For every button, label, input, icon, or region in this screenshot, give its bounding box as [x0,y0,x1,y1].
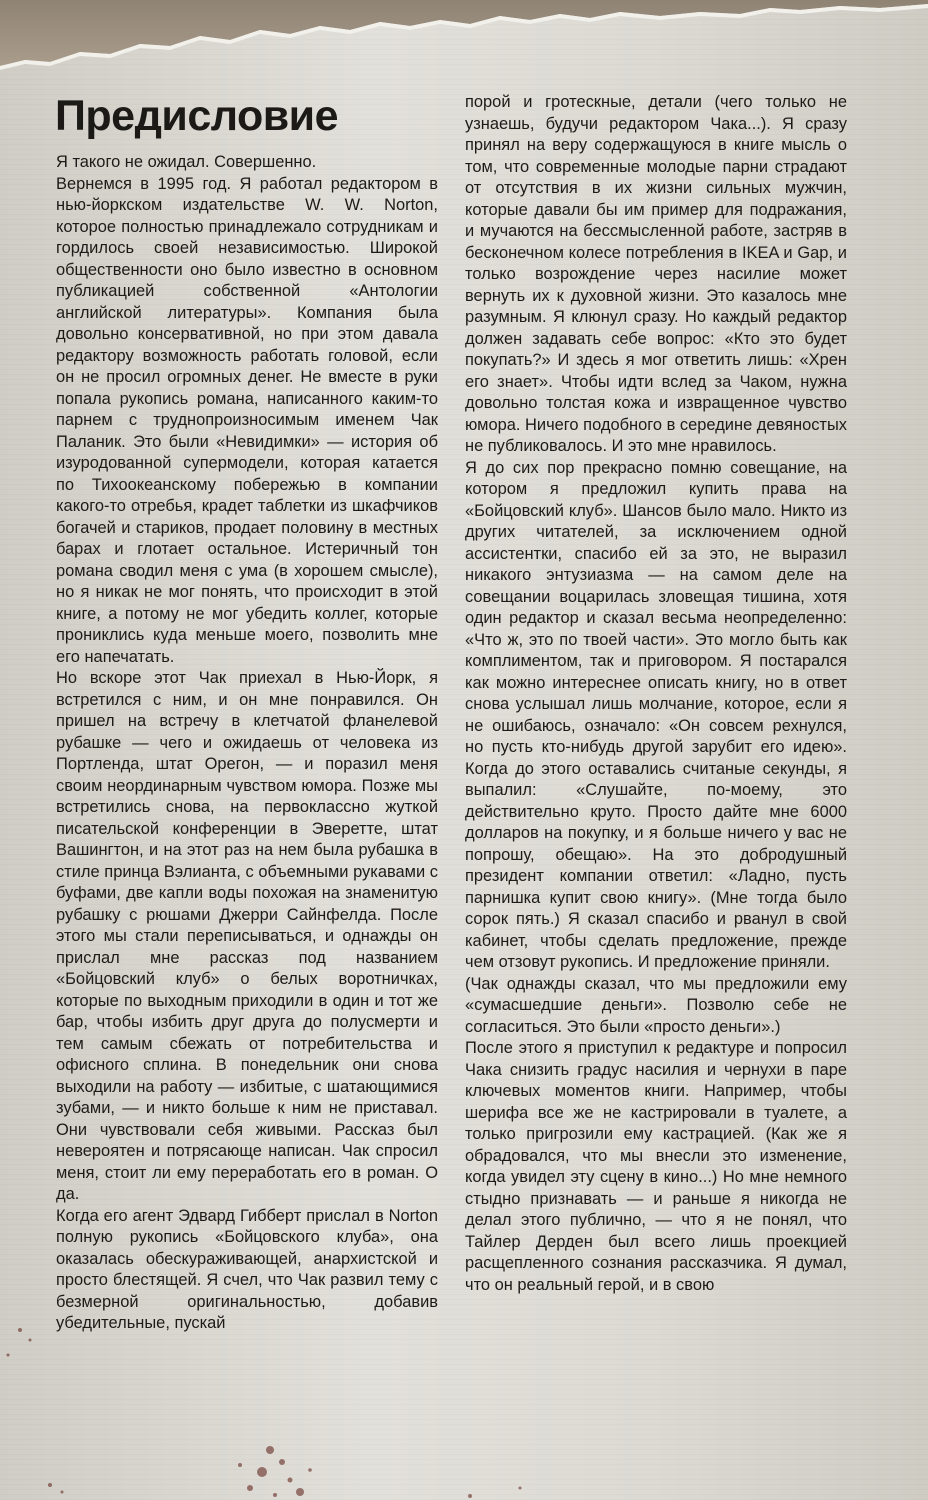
torn-paper-edge [0,0,928,80]
paragraph: Когда его агент Эдвард Гибберт прислал в Norton полную рукопись «Бойцовского клуба», она оказалась обескураживающей, анархистской и просто блестящей. Я счел, что Чак развил тему с безмерной оригинальностью, добавив убедительные, пускай [56,1206,438,1332]
paragraph: Я такого не ожидал. Совершенно. [56,153,317,171]
paragraph: Но вскоре этот Чак приехал в Нью-Йорк, я встретился с ним, и он мне понравился. Он пришел на встречу в клетчатой фланелевой рубашке — чего и ожидаешь от человека из Портленда, штат Орегон, — и поразил меня своим неординарным чувством юмора. Позже мы встретились снова, на первоклассно жуткой писательской конференции в Эверетте, штат Вашингтон, и на этот раз на нем была рубашка в стиле принца Вэлианта, с объемными рукавами с буфами, две капли воды похожая на знаменитую рубашку с рюшами Джерри Сайнфелда. После этого мы стали переписываться, и однажды он прислал мне рассказ под названием «Бойцовский клуб» о белых воротничках, которые по выходным приходили в один и тот же бар, чтобы избить друг друга до полусмерти и тем самым сбежать от потребительства и офисного сплина. В понедельник они снова выходили на работу — избитые, с шатающимися зубами, — и никто больше к ним не приставал. Они чувствовали себя живыми. Рассказ был невероятен и потрясающе написан. Чак спросил меня, стоит ли ему переработать его в роман. О да. [56,669,438,1203]
text-column-left [56,152,438,1335]
paragraph: (Чак однажды сказал, что мы предложили ему «сумасшедшие деньги». Позволю себе не согласиться. Это были «просто деньги».) [465,974,847,1036]
paragraph: порой и гротескные, детали (чего только не узнаешь, будучи редактором Чака...). Я сразу принял на веру содержащуюся в книге мысль о том, что современные молодые парни страдают от отсутствия в их жизни сильных мужчин, которые давали бы им пример для подражания, и мучаются на бессмысленной работе, застряв в бесконечном колесе потребления в IKEA и Gap, и только возрождение через насилие может вернуть их к духовной жизни. Это казалось мне разумным. Я клюнул сразу. Но каждый редактор должен задавать себе вопрос: «Кто это будет покупать?» И здесь я мог ответить лишь: «Хрен его знает». Чтобы идти вслед за Чаком, нужна довольно толстая кожа и извращенное чувство юмора. Ничего подобного в середине девяностых не публиковалось. И это мне нравилось. [465,93,847,455]
page-title: Предисловие [55,92,339,140]
paragraph: Вернемся в 1995 год. Я работал редактором в нью-йоркском издательстве W. W. Norton, которое полностью принадлежало сотрудникам и гордилось своей независимостью. Широкой общественности оно было известно в основном публикацией собственной «Антологии английской литературы». Компания была довольно консервативной, но при этом давала редактору возможность работать головой, если он не просил огромных денег. Не вместе в руки попала рукопись романа, написанного каким-то парнем с труднопроизносимым именем Чак Паланик. Это были «Невидимки» — история об изуродованной супермодели, которая катается по Тихоокеанскому побережью в компании какого-то отребья, крадет таблетки из шкафчиков богачей и стариков, продает половину в местных барах и глотает остальное. Истеричный тон романа сводил меня с ума (в хорошем смысле), но я никак не мог понять, что происходит в этой книге, а потому не мог убедить коллег, которые прониклись куда меньше моего, позволить мне его напечатать. [56,174,438,666]
paragraph: Я до сих пор прекрасно помню совещание, на котором я предложил купить права на «Бойцовский клуб». Шансов было мало. Никто из других читателей, за исключением одной ассистентки, спасибо ей за это, не выразил никакого энтузиазма — на самом деле на совещании воцарилась зловещая тишина, хотя один редактор и сказал весьма неопределенно: «Что ж, это по твоей части». Это могло быть как комплиментом, так и приговором. Я постарался как можно интереснее описать книгу, но в ответ снова услышал лишь молчание, которое, если я не ошибаюсь, означало: «Он совсем рехнулся, но пусть кто-нибудь другой зарубит его идею». Когда до этого оставались считаные секунды, я выпалил: «Слушайте, по-моему, это действительно круто. Просто дайте мне 6000 долларов на покупку, и я больше ничего у вас не попрошу, обещаю». На это добродушный президент компании ответил: «Ладно, пусть парнишка купит свою книгу». (Мне тогда было сорок пять.) Я сказал спасибо и рванул в свой кабинет, чтобы сделать предложение, прежде чем отзовут рукопись. И предложение приняли. [465,458,847,971]
text-column-right [465,92,847,1296]
paragraph: После этого я приступил к редактуре и попросил Чака снизить градус насилия и чернухи в паре ключевых моментов книги. Например, чтобы шерифа все же не кастрировали в туалете, а только пригрозили ему кастрацией. (Как же я обрадовался, что мы внесли это изменение, когда увидел эту сцену в кино...) Но мне немного стыдно признавать — и раньше я никогда не делал этого публично, — что я не понял, что Тайлер Дерден был всего лишь проекцией расщепленного сознания рассказчика. Я думал, что он реальный герой, и в свою [465,1039,847,1294]
